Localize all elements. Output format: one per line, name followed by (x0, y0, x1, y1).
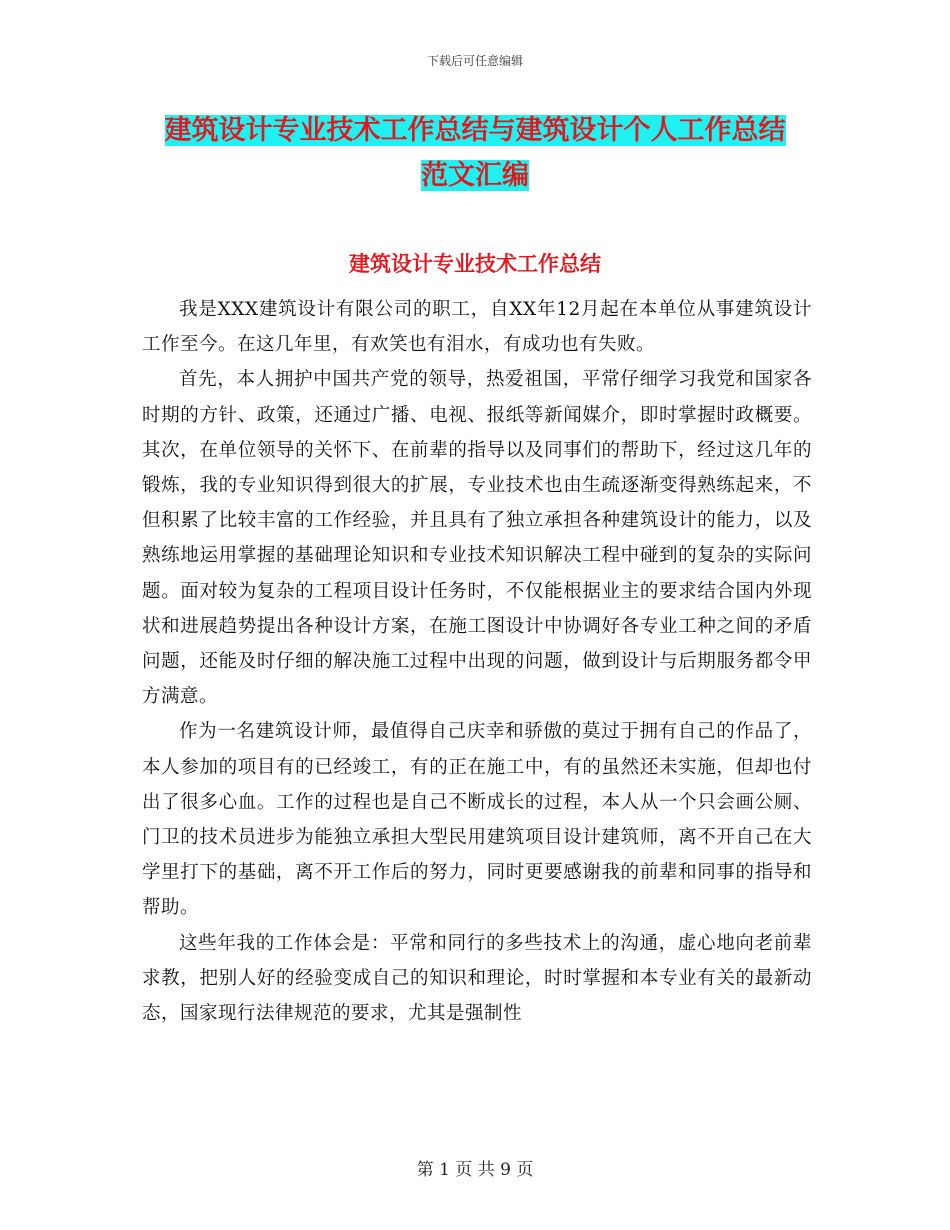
document-title-line1: 建筑设计专业技术工作总结与建筑设计个人工作总结 (164, 115, 786, 146)
page-header-note: 下载后可任意编辑 (426, 54, 523, 68)
body-text (142, 292, 812, 1031)
paragraph: 我是XXX建筑设计有限公司的职工，自XX年12月起在本单位从事建筑设计工作至今。在这几年里，有欢笑也有泪水，有成功也有失败。 (142, 299, 812, 356)
paragraph: 作为一名建筑设计师，最值得自己庆幸和骄傲的莫过于拥有自己的作品了，本人参加的项目有的已经竣工，有的正在施工中，有的虽然还未实施，但却也付出了很多心血。工作的过程也是自己不断成长的过程，本人从一个只会画公厕、门卫的技术员进步为能独立承担大型民用建筑项目设计建筑师，离不开自己在大学里打下的基础，离不开工作后的努力，同时更要感谢我的前辈和同事的指导和帮助。 (142, 721, 812, 919)
section-title: 建筑设计专业技术工作总结 (349, 251, 601, 276)
paragraph: 首先，本人拥护中国共产党的领导，热爱祖国，平常仔细学习我党和国家各时期的方针、政策，还通过广播、电视、报纸等新闻媒介，即时掌握时政概要。其次，在单位领导的关怀下、在前辈的指导以及同事们的帮助下，经过这几年的锻炼，我的专业知识得到很大的扩展，专业技术也由生疏逐渐变得熟练起来，不但积累了比较丰富的工作经验，并且具有了独立承担各种建筑设计的能力，以及熟练地运用掌握的基础理论知识和专业技术知识解决工程中碰到的复杂的实际问题。面对较为复杂的工程项目设计任务时，不仅能根据业主的要求结合国内外现状和进展趋势提出各种设计方案，在施工图设计中协调好各专业工种之间的矛盾问题，还能及时仔细的解决施工过程中出现的问题，做到设计与后期服务都令甲方满意。 (142, 369, 812, 708)
document-title (140, 108, 810, 198)
document-title-line2: 范文汇编 (421, 160, 529, 191)
paragraph: 这些年我的工作体会是：平常和同行的多些技术上的沟通，虚心地向老前辈求教，把别人好的经验变成自己的知识和理论，时时掌握和本专业有关的最新动态，国家现行法律规范的要求，尤其是强制性 (142, 932, 812, 1025)
page-footer-page-number: 第 1 页 共 9 页 (416, 1160, 534, 1180)
